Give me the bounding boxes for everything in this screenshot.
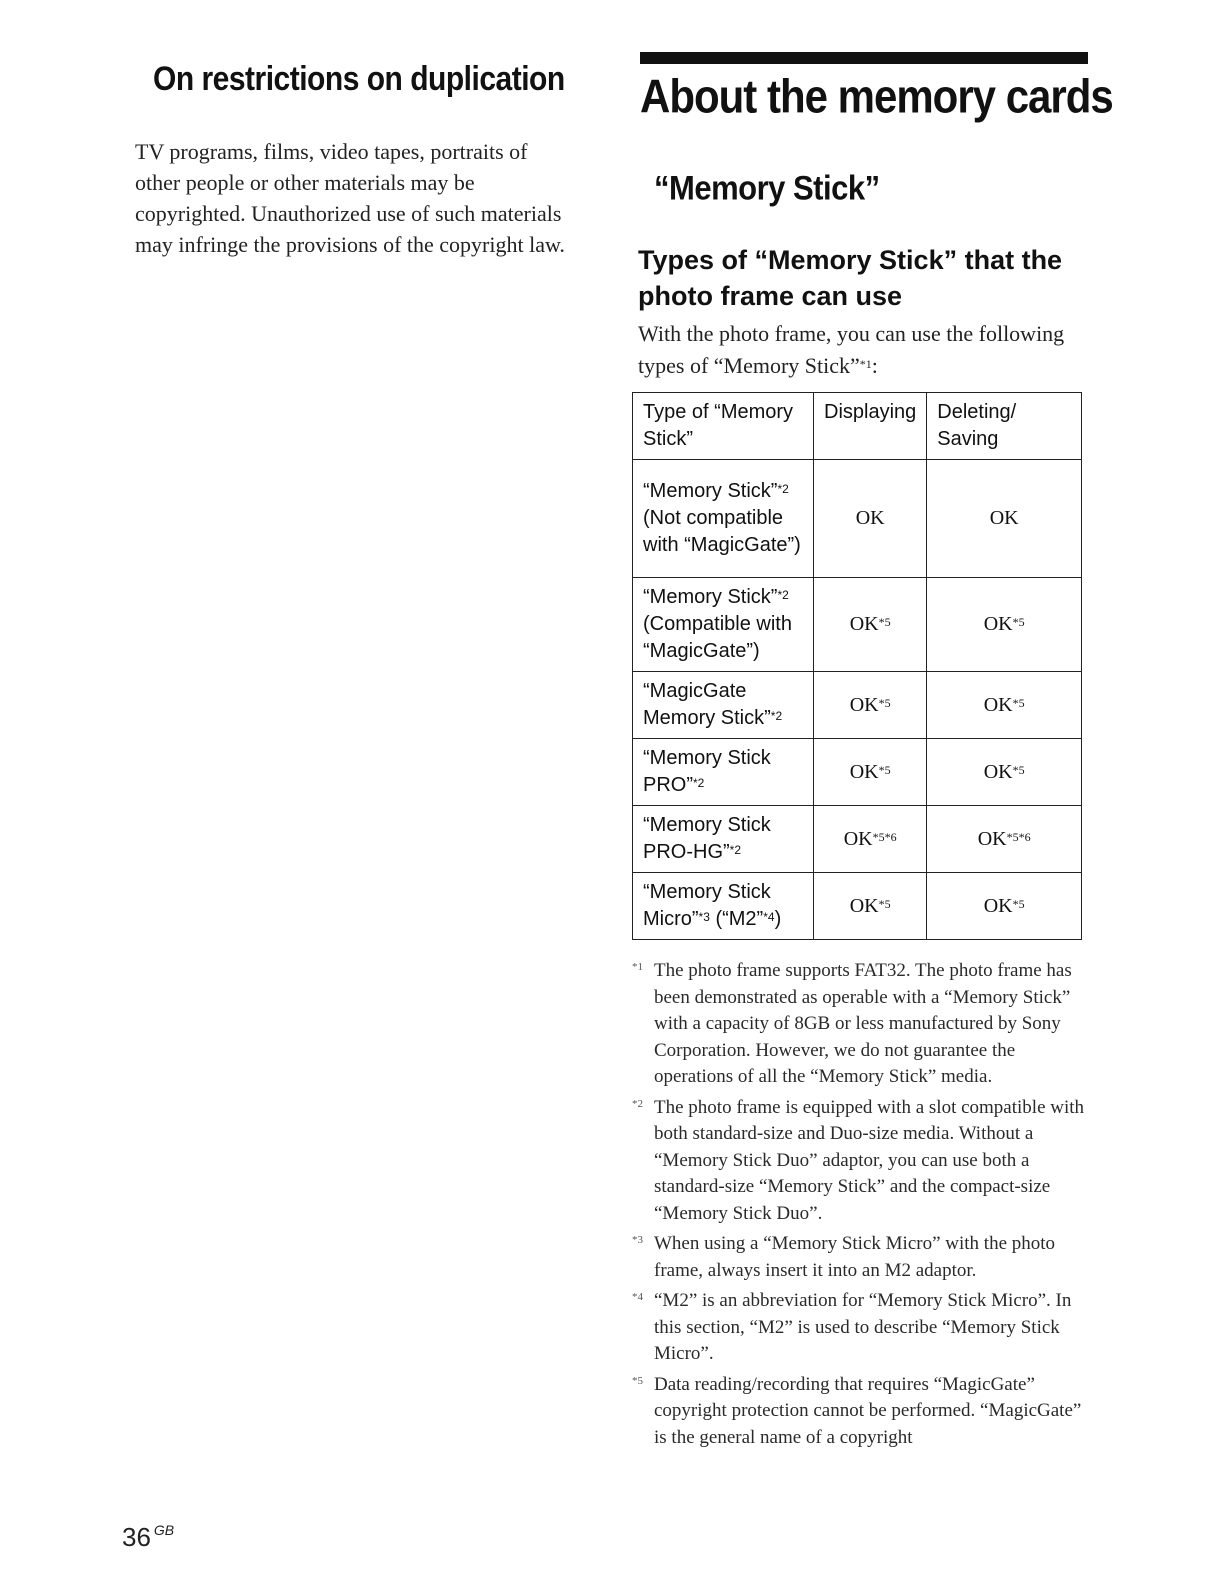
table-row (633, 460, 1082, 578)
sub-heading: Types of “Memory Stick” that the photo frame can use (638, 245, 1063, 311)
type-name: “Memory Stick PRO” (643, 747, 771, 796)
displaying-value: OK (849, 760, 879, 783)
footnote-mark: *3 (632, 1234, 643, 1246)
type-cell (633, 739, 814, 806)
saving-footnote-ref: *5 (1012, 762, 1025, 777)
saving-cell (927, 460, 1082, 578)
footnote-item (632, 958, 1090, 1091)
type-cell (633, 460, 814, 578)
footnote-item (632, 1372, 1090, 1452)
table-row (633, 672, 1082, 739)
left-column (135, 60, 575, 260)
saving-footnote-ref: *5 (1012, 695, 1025, 710)
saving-footnote-ref: *5 (1012, 615, 1025, 629)
type-footnote-ref: *3 (698, 910, 710, 924)
displaying-footnote-ref: *5 (878, 762, 891, 777)
table-row (633, 873, 1082, 940)
page-number (122, 1522, 174, 1553)
type-suffix: (“M2” (709, 908, 764, 930)
table-header-row (633, 393, 1082, 460)
type-suffix: (Not compatible with “MagicGate”) (643, 507, 801, 556)
type-suffix-2: ) (774, 908, 782, 930)
footnotes (632, 958, 1090, 1451)
type-cell (633, 578, 814, 672)
footnote-item (632, 1231, 1090, 1284)
displaying-value: OK (849, 894, 879, 917)
footnote-mark: *4 (632, 1291, 643, 1303)
saving-value: OK (983, 760, 1013, 783)
header-type: Type of “Memory Stick” (633, 393, 814, 460)
displaying-footnote-ref: *5 (878, 695, 891, 710)
displaying-cell (814, 739, 927, 806)
header-displaying: Displaying (814, 393, 927, 460)
footnote-text: “M2” is an abbreviation for “Memory Stick Micro”. In this section, “M2” is used to describe “Memory Stick Micro”. (654, 1290, 1072, 1364)
type-footnote-ref: *2 (777, 588, 789, 602)
displaying-value: OK (855, 507, 885, 529)
table-row (633, 806, 1082, 873)
saving-cell (927, 672, 1082, 739)
footnote-text: When using a “Memory Stick Micro” with the photo frame, always insert it into an M2 adaptor. (654, 1233, 1056, 1281)
displaying-value: OK (849, 693, 879, 716)
type-name: “Memory Stick” (643, 480, 778, 502)
saving-cell (927, 578, 1082, 672)
type-footnote-ref-2: *4 (763, 910, 775, 924)
saving-cell (927, 806, 1082, 873)
displaying-cell (814, 873, 927, 940)
displaying-footnote-ref: *5*6 (872, 829, 897, 844)
displaying-value: OK (843, 827, 873, 850)
displaying-cell (814, 672, 927, 739)
title-rule (640, 52, 1088, 64)
displaying-cell (814, 806, 927, 873)
saving-value: OK (977, 827, 1007, 850)
region-code: GB (153, 1522, 175, 1538)
displaying-cell (814, 460, 927, 578)
saving-value: OK (983, 894, 1013, 917)
type-name: “MagicGate Memory Stick” (643, 680, 771, 729)
type-footnote-ref: *2 (777, 482, 789, 496)
type-cell (633, 672, 814, 739)
header-deleting-saving: Deleting/ Saving (927, 393, 1082, 460)
type-name: “Memory Stick Micro” (643, 881, 771, 930)
intro-colon: : (871, 353, 878, 378)
table-row (633, 578, 1082, 672)
footnote-text: The photo frame supports FAT32. The photo frame has been demonstrated as operable with a “Memory Stick” with a capacity of 8GB or less manufactured by Sony Corporation. However, we do not guarantee the operations of all the “Memory Stick” media. (654, 960, 1072, 1087)
footnote-item (632, 1095, 1090, 1228)
saving-footnote-ref: *5*6 (1006, 829, 1031, 844)
type-name: “Memory Stick PRO-HG” (643, 814, 771, 863)
footnote-mark: *1 (632, 961, 643, 973)
saving-cell (927, 873, 1082, 940)
footnote-mark: *2 (632, 1097, 643, 1110)
page-title: About the memory cards (640, 70, 1113, 123)
type-footnote-ref: *2 (729, 843, 742, 857)
page-number-value: 36 (122, 1522, 151, 1552)
type-footnote-ref: *2 (693, 776, 705, 790)
intro-footnote-ref: *1 (859, 357, 872, 371)
footnote-text: The photo frame is equipped with a slot compatible with both standard-size and Duo-size media. Without a “Memory Stick Duo” adaptor, you can use both a standard-size “Memory Stick” and the compact-size “Memory Stick Duo”. (654, 1096, 1085, 1224)
footnote-item (632, 1288, 1090, 1368)
right-column (632, 52, 1113, 1455)
displaying-value: OK (849, 613, 879, 635)
saving-value: OK (989, 507, 1019, 529)
displaying-footnote-ref: *5 (878, 896, 891, 911)
intro-text (638, 318, 1090, 382)
table-row (633, 739, 1082, 806)
displaying-footnote-ref: *5 (878, 615, 891, 629)
section-title: “Memory Stick” (654, 168, 880, 208)
footnote-text: Data reading/recording that requires “MagicGate” copyright protection cannot be performed. “MagicGate” is the general name of a copyright (654, 1373, 1082, 1448)
saving-value: OK (983, 613, 1013, 635)
type-cell (633, 873, 814, 940)
duplication-heading: On restrictions on duplication (153, 60, 565, 98)
saving-cell (927, 739, 1082, 806)
saving-value: OK (983, 693, 1013, 716)
displaying-cell (814, 578, 927, 672)
type-footnote-ref: *2 (770, 709, 783, 723)
type-name: “Memory Stick” (643, 586, 778, 608)
footnote-mark: *5 (632, 1374, 643, 1387)
intro-sentence: With the photo frame, you can use the following types of “Memory Stick” (638, 321, 1065, 378)
type-cell (633, 806, 814, 873)
type-suffix: (Compatible with “MagicGate”) (643, 613, 792, 662)
saving-footnote-ref: *5 (1012, 896, 1025, 911)
memory-stick-table (632, 392, 1082, 940)
duplication-body: TV programs, films, video tapes, portraits of other people or other materials may be copyrighted. Unauthorized use of such materials may infringe the provisions of the copyright law. (135, 139, 565, 257)
